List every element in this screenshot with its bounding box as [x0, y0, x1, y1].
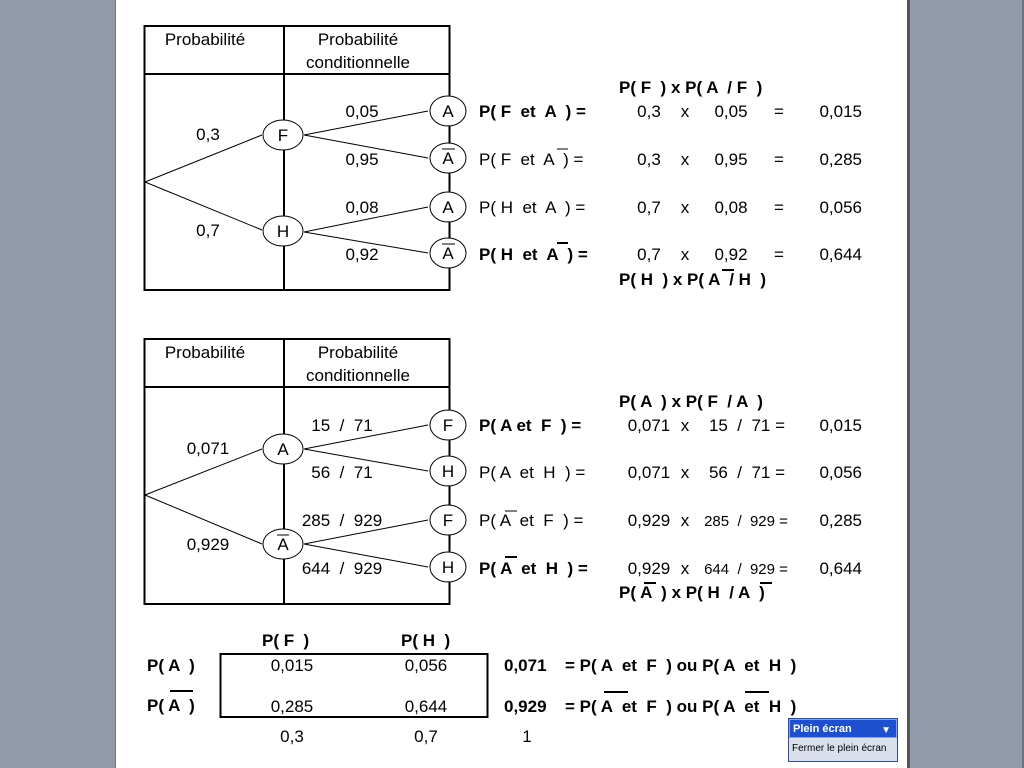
row4-result: 0,644 [819, 245, 862, 264]
node-second-label: H [276, 222, 290, 241]
row3-label: P( A et F ) = [479, 511, 584, 530]
branch-prob-4: 0,92 [345, 245, 379, 264]
row4-b: 644 / 929 = [704, 561, 788, 578]
row1-a: 0,071 [627, 416, 671, 435]
table2-header-probabilite: Probabilité [164, 343, 246, 362]
row2-result: 0,056 [819, 463, 862, 482]
leaf3-label: A [442, 198, 454, 217]
summary-row-header-2: P( A ) [147, 696, 195, 715]
row1-eq: = [774, 102, 784, 121]
row3-a: 0,929 [627, 511, 671, 530]
branch-prob-4: 644 / 929 [301, 559, 383, 578]
row4-result: 0,644 [819, 559, 862, 578]
row2-op: x [680, 150, 690, 169]
row2-a: 0,3 [637, 150, 661, 169]
row3-eq: = [774, 198, 784, 217]
row1-result: 0,015 [819, 102, 862, 121]
close-fullscreen-button[interactable]: Fermer le plein écran [792, 743, 887, 754]
chevron-down-icon[interactable]: ▼ [881, 725, 891, 736]
formula-top: P( F ) x P( A / F ) [619, 78, 763, 97]
table1-header-cond-line2: conditionnelle [306, 53, 410, 72]
summary-col-total-3: 1 [522, 727, 532, 746]
node-first-label: A [277, 440, 289, 459]
summary-row-header-1: P( A ) [147, 656, 195, 675]
tree-table-2-text [165, 343, 862, 602]
prob-first: 0,3 [196, 125, 220, 144]
summary-col-header-1: P( F ) [262, 631, 310, 650]
row4-label: P( H et A ) = [479, 245, 588, 264]
row4-label: P( A et H ) = [479, 559, 588, 578]
row4-eq: = [774, 245, 784, 264]
formula-bottom: P( H ) x P( A / H ) [619, 270, 767, 289]
summary-cell: 0,056 [404, 656, 448, 675]
row2-result: 0,285 [819, 150, 862, 169]
summary-row-total-1: 0,071 [504, 656, 547, 675]
row4-a: 0,929 [627, 559, 671, 578]
tree-table-1-text [165, 30, 862, 289]
branch-prob-3: 285 / 929 [301, 511, 383, 530]
fullscreen-toolbar [788, 718, 898, 762]
branch-prob-1: 0,05 [345, 102, 379, 121]
tree-table-2 [144, 339, 772, 604]
summary-row-total-2: 0,929 [504, 697, 547, 716]
fullscreen-dropdown[interactable] [789, 719, 897, 738]
row4-b: 0,92 [714, 245, 748, 264]
prob-second: 0,929 [186, 535, 230, 554]
row1-label: P( F et A ) = [479, 102, 586, 121]
table2-header-cond-line2: conditionnelle [306, 366, 410, 385]
row1-b: 0,05 [714, 102, 748, 121]
leaf3-label: F [442, 511, 454, 530]
formula-bottom: P( A ) x P( H / A ) [619, 583, 765, 602]
table1-header-cond-line1: Probabilité [317, 30, 399, 49]
summary-cell: 0,285 [270, 697, 314, 716]
node-second-label: A [277, 535, 289, 554]
row1-op: x [680, 102, 690, 121]
row3-op: x [680, 198, 690, 217]
row1-b: 15 / 71 = [708, 416, 786, 435]
prob-first: 0,071 [186, 439, 230, 458]
summary-col-total-1: 0,3 [280, 727, 304, 746]
node-first-label: F [277, 126, 289, 145]
row2-b: 56 / 71 = [708, 463, 786, 482]
row2-eq: = [774, 150, 784, 169]
row3-result: 0,285 [819, 511, 862, 530]
summary-cell: 0,015 [270, 656, 314, 675]
prob-second: 0,7 [196, 221, 220, 240]
summary-table-text [147, 631, 796, 746]
row4-a: 0,7 [637, 245, 661, 264]
row1-label: P( A et F ) = [479, 416, 582, 435]
row3-b: 285 / 929 = [704, 513, 788, 530]
leaf2-label: A [442, 149, 454, 168]
row3-a: 0,7 [637, 198, 661, 217]
row2-label: P( F et A ) = [479, 150, 584, 169]
leaf4-label: H [441, 558, 455, 577]
row3-b: 0,08 [714, 198, 748, 217]
row1-op: x [680, 416, 690, 435]
row3-result: 0,056 [819, 198, 862, 217]
leaf1-label: F [442, 416, 454, 435]
formula-top: P( A ) x P( F / A ) [619, 392, 763, 411]
row2-b: 0,95 [714, 150, 748, 169]
row2-op: x [680, 463, 690, 482]
row3-op: x [680, 511, 690, 530]
row4-op: x [680, 245, 690, 264]
row3-label: P( H et A ) = [479, 198, 586, 217]
branch-prob-2: 56 / 71 [311, 463, 373, 482]
table1-header-probabilite: Probabilité [164, 30, 246, 49]
table2-header-cond-line1: Probabilité [317, 343, 399, 362]
leaf2-label: H [441, 462, 455, 481]
branch-prob-2: 0,95 [345, 150, 379, 169]
leaf1-label: A [442, 102, 454, 121]
row2-label: P( A et H ) = [479, 463, 586, 482]
branch-prob-1: 15 / 71 [311, 416, 373, 435]
summary-row-formula-2: = P( A et F ) ou P( A et H ) [565, 697, 797, 716]
leaf4-label: A [442, 244, 454, 263]
summary-cell: 0,644 [404, 697, 448, 716]
branch-prob-3: 0,08 [345, 198, 379, 217]
summary-box [221, 654, 488, 717]
summary-col-total-2: 0,7 [414, 727, 438, 746]
summary-row-formula-1: = P( A et F ) ou P( A et H ) [565, 656, 797, 675]
row2-a: 0,071 [627, 463, 671, 482]
row1-a: 0,3 [637, 102, 661, 121]
fullscreen-title: Plein écran [793, 723, 852, 735]
row4-op: x [680, 559, 690, 578]
summary-col-header-2: P( H ) [401, 631, 451, 650]
row1-result: 0,015 [819, 416, 862, 435]
